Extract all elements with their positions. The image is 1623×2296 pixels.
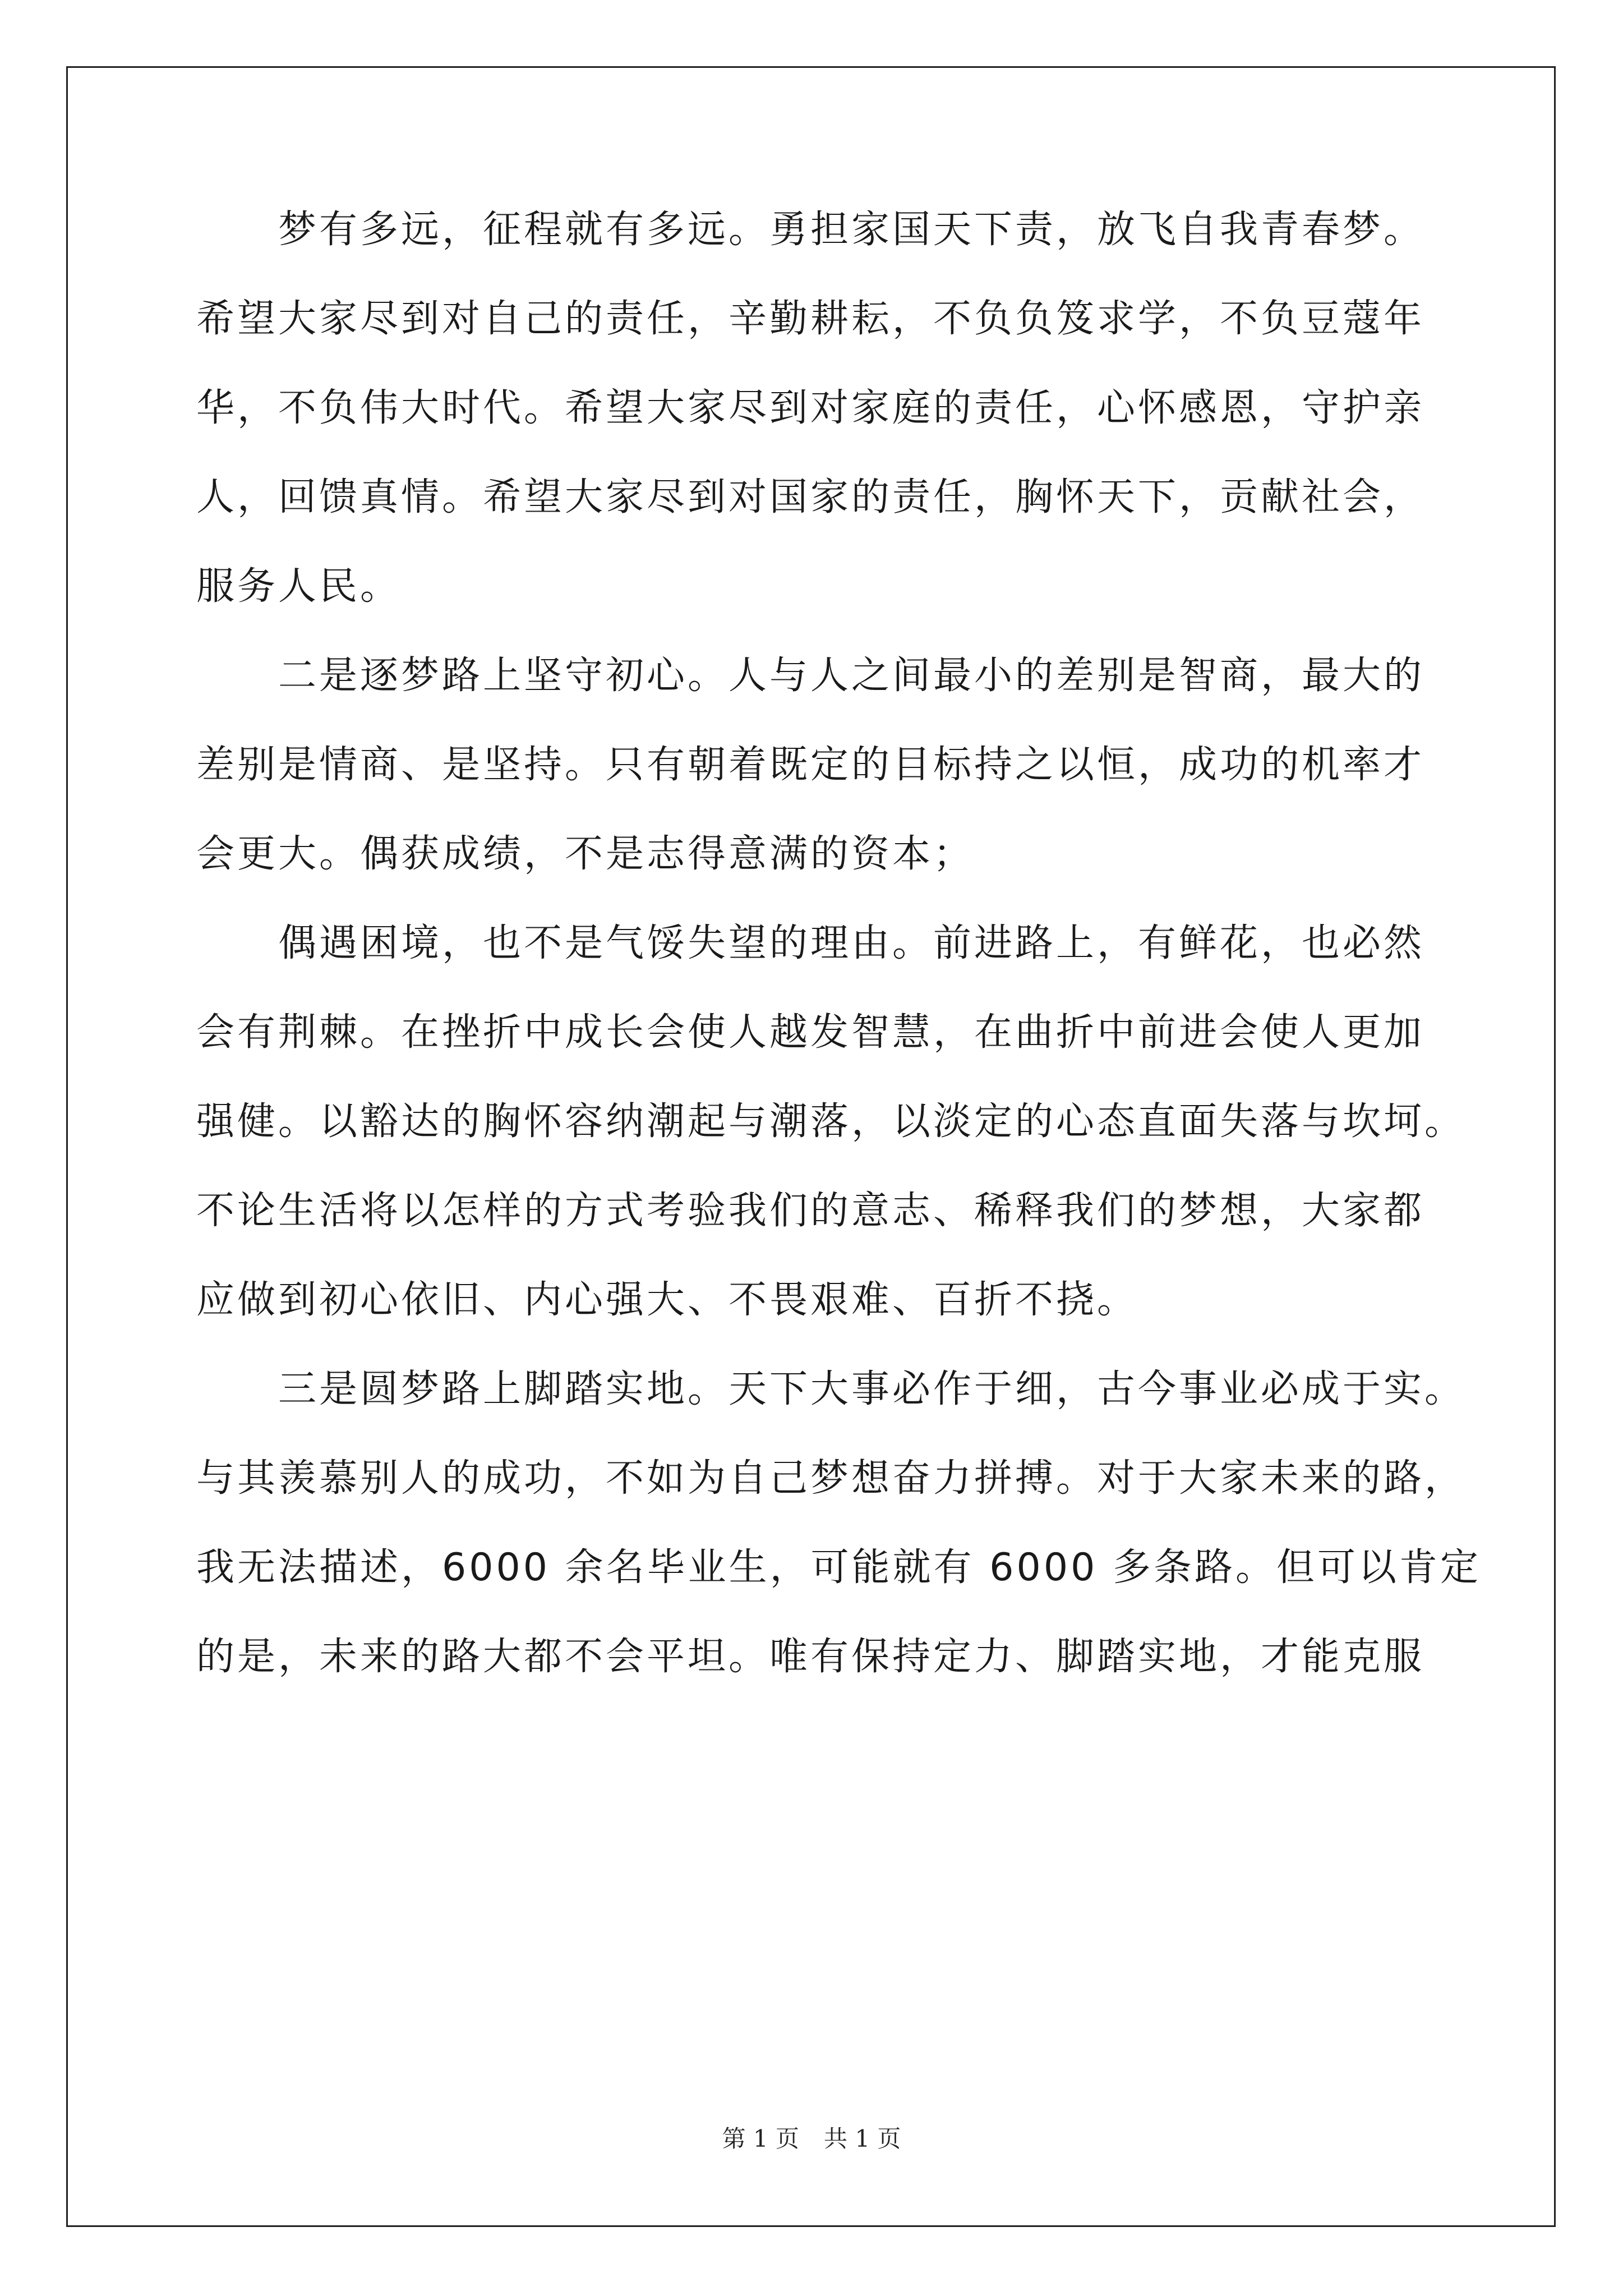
page-footer [0, 2120, 1623, 2154]
text-line: 服务人民。 [196, 564, 402, 609]
page-number: 第 1 页 [722, 2125, 799, 2152]
text-line: 会有荆棘。在挫折中成长会使人越发智慧，在曲折中前进会使人更加 [196, 1010, 1425, 1055]
page-total: 共 1 页 [824, 2125, 901, 2152]
text-line: 梦有多远，征程就有多远。勇担家国天下责，放飞自我青春梦。 [278, 208, 1425, 252]
text-line: 二是逐梦路上坚守初心。人与人之间最小的差别是智商，最大的 [278, 654, 1425, 698]
text-line: 华，不负伟大时代。希望大家尽到对家庭的责任，心怀感恩，守护亲 [196, 386, 1425, 430]
text-line: 人，回馈真情。希望大家尽到对国家的责任，胸怀天下，贡献社会， [196, 475, 1425, 519]
text-line: 不论生活将以怎样的方式考验我们的意志、稀释我们的梦想，大家都 [196, 1189, 1425, 1233]
text-line: 差别是情商、是坚持。只有朝着既定的目标持之以恒，成功的机率才 [196, 743, 1425, 787]
text-line: 强健。以豁达的胸怀容纳潮起与潮落，以淡定的心态直面失落与坎坷。 [196, 1099, 1466, 1144]
text-line: 的是，未来的路大都不会平坦。唯有保持定力、脚踏实地，才能克服 [196, 1635, 1425, 1679]
text-line: 希望大家尽到对自己的责任，辛勤耕耘，不负负笈求学，不负豆蔻年 [196, 297, 1425, 341]
text-line: 应做到初心依旧、内心强大、不畏艰难、百折不挠。 [196, 1278, 1138, 1322]
text-line: 与其羡慕别人的成功，不如为自己梦想奋力拼搏。对于大家未来的路， [196, 1456, 1466, 1501]
text-line: 三是圆梦路上脚踏实地。天下大事必作于细，古今事业必成于实。 [278, 1367, 1466, 1411]
text-line: 我无法描述，6000 余名毕业生，可能就有 6000 多条路。但可以肯定 [196, 1545, 1481, 1590]
document-body [196, 185, 1481, 1701]
text-line: 偶遇困境，也不是气馁失望的理由。前进路上，有鲜花，也必然 [278, 921, 1425, 965]
text-line: 会更大。偶获成绩，不是志得意满的资本； [196, 832, 975, 876]
